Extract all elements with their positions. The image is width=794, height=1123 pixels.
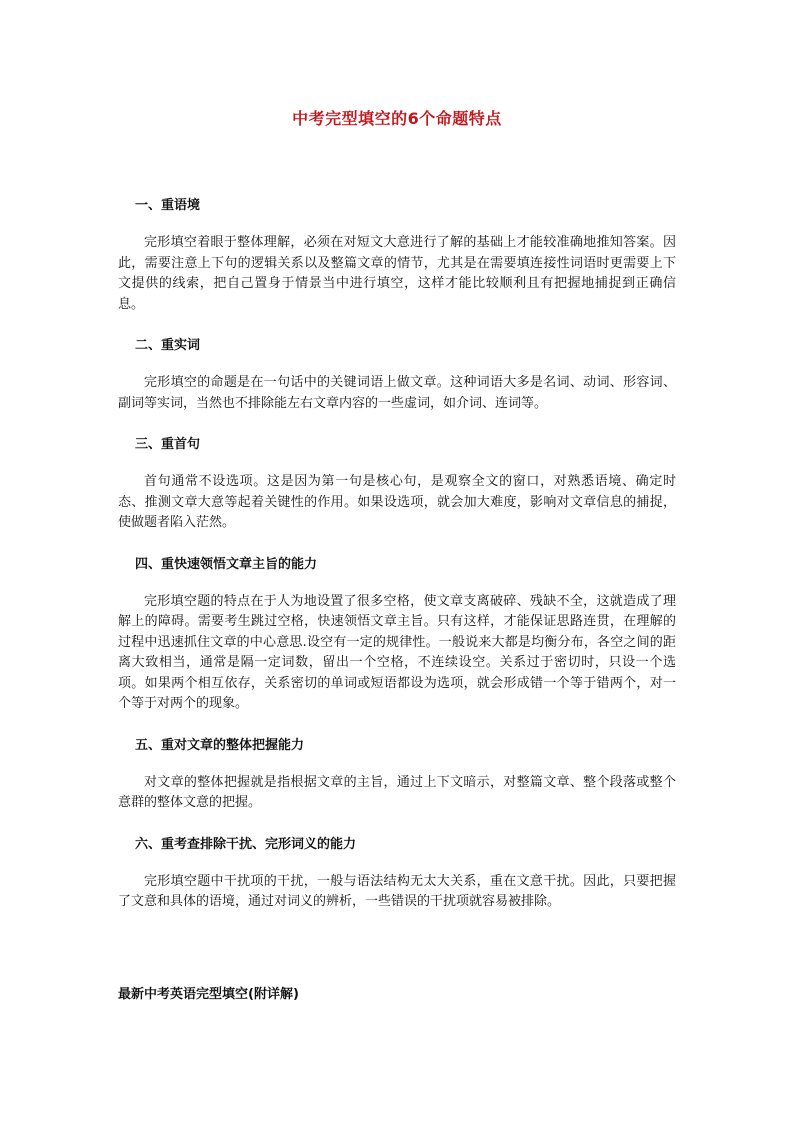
section-paragraph: 首句通常不设选项。这是因为第一句是核心句，是观察全文的窗口，对熟悉语境、确定时态、推测文章大意等起着关键性的作用。如果设选项，就会加大难度，影响对文章信息的捕捉，使做题者陷入茫然。	[118, 474, 676, 530]
section-paragraph: 完形填空着眼于整体理解，必须在对短文大意进行了解的基础上才能较准确地推知答案。因此，需要注意上下句的逻辑关系以及整篇文章的情节，尤其是在需要填连接性词语时更需要上下文提供的线索，把自己置身于情景当中进行填空，这样才能比较顺利且有把握地捕捉到正确信息。	[118, 235, 676, 312]
section-paragraph: 完形填空题中干扰项的干扰，一般与语法结构无太大关系，重在文意干扰。因此，只要把握了文意和具体的语境，通过对词义的辨析，一些错误的干扰项就容易被排除。	[118, 873, 676, 909]
section-first-sentence	[118, 435, 676, 534]
section-eliminate-distractors	[118, 835, 676, 913]
section-heading: 二、重实词	[135, 338, 201, 353]
next-document-heading: 最新中考英语完型填空(附详解)	[118, 987, 299, 1002]
section-heading: 五、重对文章的整体把握能力	[135, 737, 305, 753]
section-heading: 三、重首句	[135, 437, 201, 452]
section-heading: 一、重语境	[135, 198, 201, 213]
document-body	[118, 196, 676, 934]
section-paragraph: 完形填空题的特点在于人为地设置了很多空格，使文章支离破碎、残缺不全，这就造成了理解上的障碍。需要考生跳过空格，快速领悟文章主旨。只有这样，才能保证思路连贯，在理解的过程中迅速抓住文章的中心意思.设空有一定的规律性。一般说来大都是均衡分布，各空之间的距离大致相当，通常是隔一定词数，留出一个空格，不连续设空。关系过于密切时，只设一个选项。如果两个相互依存，关系密切的单词或短语都设为选项，就会形成错一个等于错两个，对一个等于对两个的现象。	[118, 593, 676, 711]
section-main-idea	[118, 555, 676, 715]
document-title: 中考完型填空的6个命题特点	[292, 109, 502, 128]
section-content-words	[118, 336, 676, 414]
section-overall-grasp	[118, 736, 676, 814]
section-paragraph: 完形填空的命题是在一句话中的关键词语上做文章。这种词语大多是名词、动词、形容词、副词等实词，当然也不排除能左右文章内容的一些虚词，如介词、连词等。	[118, 375, 676, 411]
section-context	[118, 196, 676, 315]
section-paragraph: 对文章的整体把握就是指根据文章的主旨，通过上下文暗示，对整篇文章、整个段落或整个意群的整体文意的把握。	[118, 774, 676, 810]
section-heading: 六、重考查排除干扰、完形词义的能力	[135, 836, 357, 852]
section-heading: 四、重快速领悟文章主旨的能力	[135, 556, 318, 572]
